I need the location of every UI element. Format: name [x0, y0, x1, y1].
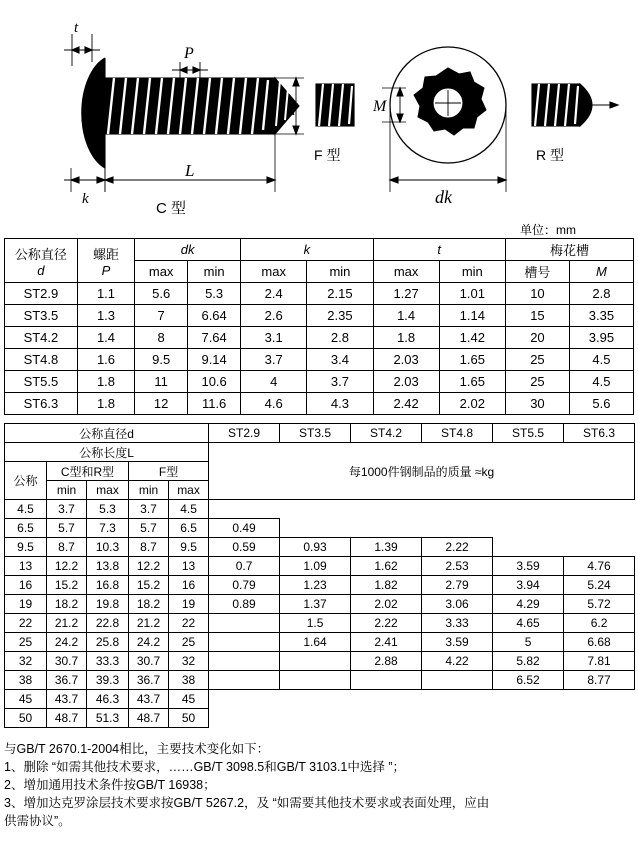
cell-mass: 2.22: [351, 614, 422, 633]
th-mass-nominal-d: 公称直径d: [5, 424, 209, 443]
cell-mass: 6.68: [564, 633, 635, 652]
cell-f-min: 24.2: [129, 633, 169, 652]
cell-dk-min: 10.6: [188, 371, 241, 393]
cell-p: 1.8: [77, 371, 134, 393]
cell-mass: [209, 500, 280, 519]
cell-nom: 13: [5, 557, 47, 576]
cell-t-max: 2.42: [373, 393, 439, 415]
cell-mass: [422, 690, 493, 709]
th-dk-min: min: [188, 261, 241, 283]
cell-t-min: 1.14: [439, 305, 505, 327]
th-mass-nominal: 公称: [5, 462, 47, 500]
cell-mass: 5.82: [493, 652, 564, 671]
cell-cr-min: 24.2: [47, 633, 87, 652]
cell-f-max: 32: [169, 652, 209, 671]
cell-cr-min: 3.7: [47, 500, 87, 519]
th-k: k: [241, 239, 373, 261]
cell-m: 3.35: [569, 305, 633, 327]
cell-f-min: 48.7: [129, 709, 169, 728]
cell-k-min: 2.35: [307, 305, 373, 327]
label-k: k: [82, 191, 89, 207]
cell-mass: [564, 538, 635, 557]
cell-t-max: 1.4: [373, 305, 439, 327]
cell-mass: [351, 500, 422, 519]
cell-k-min: 2.15: [307, 283, 373, 305]
table-row: [5, 393, 634, 415]
cell-mass: [209, 709, 280, 728]
cell-cr-max: 33.3: [87, 652, 129, 671]
note-line-5: 供需协议”。: [4, 814, 71, 828]
table-row: [5, 327, 634, 349]
cell-mass: 3.06: [422, 595, 493, 614]
cell-m: 4.5: [569, 349, 633, 371]
cell-mass: 2.53: [422, 557, 493, 576]
cell-k-max: 4: [241, 371, 307, 393]
th-dk: dk: [135, 239, 241, 261]
cell-f-max: 13: [169, 557, 209, 576]
cell-mass: [280, 652, 351, 671]
cell-mass: [280, 690, 351, 709]
cell-p: 1.3: [77, 305, 134, 327]
cell-cr-min: 36.7: [47, 671, 87, 690]
th-slot-no: 槽号: [505, 261, 569, 283]
table-row: [5, 371, 634, 393]
cell-nom: 22: [5, 614, 47, 633]
cell-mass: 0.7: [209, 557, 280, 576]
cell-mass: [209, 633, 280, 652]
cell-mass: [209, 671, 280, 690]
cell-f-max: 22: [169, 614, 209, 633]
cell-mass: [493, 538, 564, 557]
cell-f-max: 4.5: [169, 500, 209, 519]
cell-mass: 8.77: [564, 671, 635, 690]
mass-header-row-1: [5, 424, 635, 443]
cell-cr-max: 19.8: [87, 595, 129, 614]
cell-mass: 7.81: [564, 652, 635, 671]
cell-k-max: 4.6: [241, 393, 307, 415]
cell-k-max: 2.6: [241, 305, 307, 327]
cell-p: 1.1: [77, 283, 134, 305]
table-row: [5, 500, 635, 519]
cell-mass: [280, 709, 351, 728]
cell-mass: 4.22: [422, 652, 493, 671]
cell-k-max: 3.7: [241, 349, 307, 371]
th-mass-d-st35: ST3.5: [280, 424, 351, 443]
cell-mass: 1.37: [280, 595, 351, 614]
label-t: t: [74, 20, 79, 36]
cell-mass: [351, 690, 422, 709]
cell-f-max: 16: [169, 576, 209, 595]
cell-mass: [351, 519, 422, 538]
cell-cr-max: 16.8: [87, 576, 129, 595]
cell-t-min: 1.65: [439, 371, 505, 393]
cell-d: ST6.3: [5, 393, 78, 415]
cell-mass: 1.5: [280, 614, 351, 633]
cell-slot: 20: [505, 327, 569, 349]
cell-t-max: 2.03: [373, 349, 439, 371]
cell-f-min: 18.2: [129, 595, 169, 614]
cell-t-min: 1.01: [439, 283, 505, 305]
cell-d: ST4.2: [5, 327, 78, 349]
label-dk: dk: [435, 187, 452, 207]
th-pitch: [77, 239, 134, 283]
cell-nom: 38: [5, 671, 47, 690]
cell-cr-min: 30.7: [47, 652, 87, 671]
th-t-min: min: [439, 261, 505, 283]
cell-slot: 25: [505, 349, 569, 371]
table-row: [5, 671, 635, 690]
cell-mass: [422, 709, 493, 728]
cell-t-max: 2.03: [373, 371, 439, 393]
table-row: [5, 557, 635, 576]
table-row: [5, 538, 635, 557]
cell-dk-min: 9.14: [188, 349, 241, 371]
cell-m: 4.5: [569, 371, 633, 393]
cell-mass: 2.02: [351, 595, 422, 614]
cell-nom: 45: [5, 690, 47, 709]
table-row: [5, 349, 634, 371]
cell-nom: 16: [5, 576, 47, 595]
cell-mass: 4.65: [493, 614, 564, 633]
cell-f-min: 8.7: [129, 538, 169, 557]
cell-dk-max: 7: [135, 305, 188, 327]
cell-mass: [209, 690, 280, 709]
cell-mass: 4.76: [564, 557, 635, 576]
th-pitch-text: 螺距: [92, 246, 119, 262]
cell-nom: 6.5: [5, 519, 47, 538]
th-t: t: [373, 239, 505, 261]
cell-mass: 2.41: [351, 633, 422, 652]
cell-mass: [280, 519, 351, 538]
cell-f-max: 6.5: [169, 519, 209, 538]
th-k-max: max: [241, 261, 307, 283]
cell-mass: [564, 709, 635, 728]
cell-cr-max: 10.3: [87, 538, 129, 557]
cell-m: 5.6: [569, 393, 633, 415]
th-mass-nominal-L: 公称长度L: [5, 443, 209, 462]
cell-slot: 25: [505, 371, 569, 393]
cell-d: ST2.9: [5, 283, 78, 305]
th-mass-d-st42: ST4.2: [351, 424, 422, 443]
dimensions-table: [4, 238, 634, 415]
cell-cr-max: 5.3: [87, 500, 129, 519]
th-mass-d-st63: ST6.3: [564, 424, 635, 443]
cell-mass: 2.22: [422, 538, 493, 557]
cell-mass: [564, 690, 635, 709]
note-line-2: 1、删除 “如需其他技术要求，……GB/T 3098.5和GB/T 3103.1中选择 ”；: [4, 760, 406, 774]
note-line-1: 与GB/T 2670.1-2004相比，主要技术变化如下：: [4, 742, 270, 756]
cell-mass: 0.49: [209, 519, 280, 538]
table-row: [5, 652, 635, 671]
cell-mass: 3.94: [493, 576, 564, 595]
table-row: [5, 595, 635, 614]
cell-cr-min: 15.2: [47, 576, 87, 595]
th-nominal-d-sym: d: [37, 262, 45, 278]
cell-mass: 6.2: [564, 614, 635, 633]
cell-slot: 30: [505, 393, 569, 415]
table-row: [5, 576, 635, 595]
label-P: P: [184, 45, 194, 62]
cell-f-min: 21.2: [129, 614, 169, 633]
cell-cr-max: 39.3: [87, 671, 129, 690]
cell-mass: 5.24: [564, 576, 635, 595]
cell-mass: 1.64: [280, 633, 351, 652]
cell-cr-min: 43.7: [47, 690, 87, 709]
table-row-header-1: [5, 239, 634, 261]
cell-mass: 0.89: [209, 595, 280, 614]
th-t-max: max: [373, 261, 439, 283]
cell-dk-max: 11: [135, 371, 188, 393]
cell-t-max: 1.27: [373, 283, 439, 305]
cell-k-max: 3.1: [241, 327, 307, 349]
cell-k-min: 3.7: [307, 371, 373, 393]
th-mass-f-min: min: [129, 481, 169, 500]
cell-mass: 0.79: [209, 576, 280, 595]
mass-header-row-2: [5, 443, 635, 462]
th-nominal-d-text: 公称直径: [14, 246, 67, 262]
cell-d: ST4.8: [5, 349, 78, 371]
note-line-3: 2、增加通用技术条件按GB/T 16938；: [4, 778, 216, 792]
cell-mass: 2.88: [351, 652, 422, 671]
cell-k-min: 4.3: [307, 393, 373, 415]
label-d: d: [288, 103, 296, 119]
cell-p: 1.4: [77, 327, 134, 349]
cell-f-min: 12.2: [129, 557, 169, 576]
cell-mass: 2.79: [422, 576, 493, 595]
label-L: L: [185, 161, 195, 180]
cell-f-min: 30.7: [129, 652, 169, 671]
table-row: [5, 633, 635, 652]
cell-mass: 5: [493, 633, 564, 652]
cell-nom: 19: [5, 595, 47, 614]
cell-nom: 9.5: [5, 538, 47, 557]
th-mass-cr-min: min: [47, 481, 87, 500]
cell-mass: [422, 519, 493, 538]
cell-cr-min: 12.2: [47, 557, 87, 576]
cell-f-min: 15.2: [129, 576, 169, 595]
th-k-min: min: [307, 261, 373, 283]
cell-t-min: 1.42: [439, 327, 505, 349]
note-line-4: 3、增加达克罗涂层技术要求按GB/T 5267.2，及 “如需要其他技术要求或表面处理，应由: [4, 796, 490, 810]
cell-f-min: 3.7: [129, 500, 169, 519]
cell-cr-min: 18.2: [47, 595, 87, 614]
table-row: [5, 614, 635, 633]
table-row: [5, 305, 634, 327]
cell-mass: 1.23: [280, 576, 351, 595]
cell-mass: 3.59: [493, 557, 564, 576]
cell-dk-min: 5.3: [188, 283, 241, 305]
th-dk-max: max: [135, 261, 188, 283]
th-mass-d-st48: ST4.8: [422, 424, 493, 443]
cell-mass: 0.93: [280, 538, 351, 557]
cell-p: 1.8: [77, 393, 134, 415]
cell-mass: [493, 519, 564, 538]
cell-cr-min: 8.7: [47, 538, 87, 557]
th-torx: 梅花槽: [505, 239, 633, 261]
cell-t-min: 2.02: [439, 393, 505, 415]
cell-mass: 1.82: [351, 576, 422, 595]
th-mass-d-st29: ST2.9: [209, 424, 280, 443]
cell-mass: 1.39: [351, 538, 422, 557]
cell-m: 3.95: [569, 327, 633, 349]
cell-cr-max: 22.8: [87, 614, 129, 633]
cell-dk-max: 9.5: [135, 349, 188, 371]
cell-mass: [422, 671, 493, 690]
cell-mass: [351, 709, 422, 728]
cell-nom: 25: [5, 633, 47, 652]
cell-mass: [493, 690, 564, 709]
cell-p: 1.6: [77, 349, 134, 371]
cell-mass: 3.33: [422, 614, 493, 633]
cell-dk-min: 11.6: [188, 393, 241, 415]
cell-f-max: 9.5: [169, 538, 209, 557]
table-row: [5, 690, 635, 709]
cell-cr-max: 7.3: [87, 519, 129, 538]
cell-dk-min: 6.64: [188, 305, 241, 327]
label-type-f: F 型: [314, 147, 341, 163]
cell-slot: 15: [505, 305, 569, 327]
th-pitch-sym: P: [101, 262, 111, 278]
cell-cr-min: 21.2: [47, 614, 87, 633]
cell-f-max: 25: [169, 633, 209, 652]
cell-nom: 4.5: [5, 500, 47, 519]
cell-f-min: 43.7: [129, 690, 169, 709]
cell-cr-min: 48.7: [47, 709, 87, 728]
cell-nom: 50: [5, 709, 47, 728]
label-M: M: [373, 98, 387, 115]
cell-f-max: 50: [169, 709, 209, 728]
cell-mass: [493, 500, 564, 519]
cell-mass: [209, 652, 280, 671]
mass-table: [4, 423, 635, 728]
cell-mass: 4.29: [493, 595, 564, 614]
label-type-r: R 型: [536, 147, 564, 163]
cell-mass: [422, 500, 493, 519]
cell-f-min: 36.7: [129, 671, 169, 690]
cell-f-min: 5.7: [129, 519, 169, 538]
th-mass-cr-max: max: [87, 481, 129, 500]
cell-t-min: 1.65: [439, 349, 505, 371]
cell-slot: 10: [505, 283, 569, 305]
table-row: [5, 709, 635, 728]
cell-mass: [351, 671, 422, 690]
th-mass-d-st55: ST5.5: [493, 424, 564, 443]
notes-block: [4, 740, 634, 830]
label-type-c: C 型: [156, 200, 187, 217]
th-nominal-d: [5, 239, 78, 283]
cell-mass: 3.59: [422, 633, 493, 652]
unit-note: 单位：mm: [520, 223, 576, 237]
th-mass-f-max: max: [169, 481, 209, 500]
technical-drawing: [4, 0, 634, 222]
cell-mass: 6.52: [493, 671, 564, 690]
cell-mass: 1.09: [280, 557, 351, 576]
cell-cr-min: 5.7: [47, 519, 87, 538]
cell-cr-max: 46.3: [87, 690, 129, 709]
th-slot-m: M: [569, 261, 633, 283]
cell-dk-max: 5.6: [135, 283, 188, 305]
cell-f-max: 19: [169, 595, 209, 614]
cell-k-max: 2.4: [241, 283, 307, 305]
cell-mass: [209, 614, 280, 633]
cell-cr-max: 13.8: [87, 557, 129, 576]
th-mass-title: 每1000件钢制品的质量 ≈kg: [209, 443, 635, 500]
table-row: [5, 519, 635, 538]
cell-dk-min: 7.64: [188, 327, 241, 349]
table-row: [5, 283, 634, 305]
cell-f-max: 38: [169, 671, 209, 690]
cell-f-max: 45: [169, 690, 209, 709]
cell-dk-max: 12: [135, 393, 188, 415]
cell-mass: 1.62: [351, 557, 422, 576]
cell-mass: [280, 671, 351, 690]
cell-k-min: 3.4: [307, 349, 373, 371]
cell-cr-max: 51.3: [87, 709, 129, 728]
cell-mass: 0.59: [209, 538, 280, 557]
cell-mass: 5.72: [564, 595, 635, 614]
cell-mass: [280, 500, 351, 519]
th-mass-cr-type: C型和R型: [47, 462, 129, 481]
cell-nom: 32: [5, 652, 47, 671]
cell-dk-max: 8: [135, 327, 188, 349]
cell-mass: [564, 519, 635, 538]
cell-cr-max: 25.8: [87, 633, 129, 652]
cell-mass: [493, 709, 564, 728]
cell-m: 2.8: [569, 283, 633, 305]
cell-k-min: 2.8: [307, 327, 373, 349]
cell-mass: [564, 500, 635, 519]
cell-t-max: 1.8: [373, 327, 439, 349]
cell-d: ST5.5: [5, 371, 78, 393]
th-mass-f-type: F型: [129, 462, 209, 481]
cell-d: ST3.5: [5, 305, 78, 327]
